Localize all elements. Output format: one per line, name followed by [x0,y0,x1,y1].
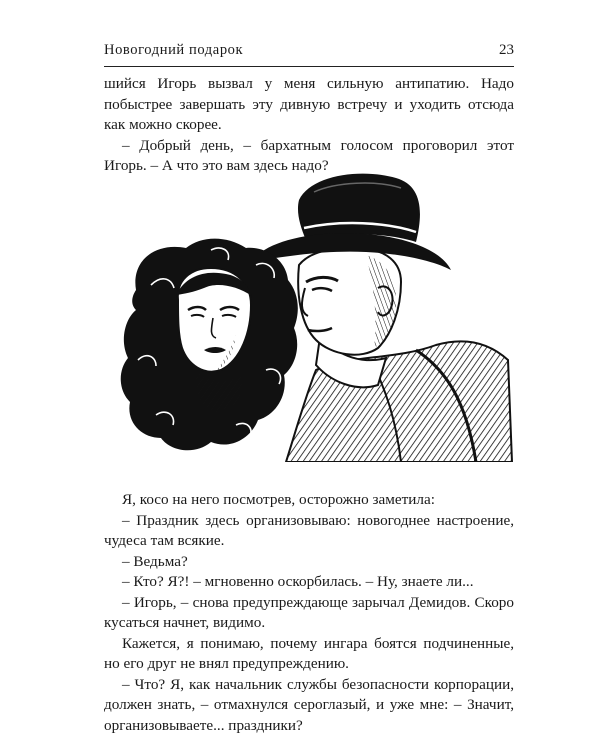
text-block-top [104,74,514,177]
running-title: Новогодний подарок [104,42,244,58]
paragraph: – Кто? Я?! – мгновенно оскорбилась. – Ну, знаете ли... [122,573,474,590]
paragraph: – Игорь, – снова предупреждающе зарычал Демидов. Скоро кусаться начнет, видимо. [104,593,514,631]
paragraph: – Праздник здесь организовываю: новогоднее настроение, чудеса там всякие. [104,511,514,549]
page-header [104,42,514,64]
page-number: 23 [499,42,514,58]
paragraph: – Добрый день, – бархатным голосом проговорил этот Игорь. – А что это вам здесь надо? [104,136,514,174]
paragraph: – Ведьма? [122,552,188,570]
paragraph: Кажется, я понимаю, почему ингара боятся подчиненные, но его друг не внял предупреждению. [104,634,514,672]
paragraph: Я, косо на него посмотрев, осторожно заметила: [122,491,435,508]
paragraph: – Что? Я, как начальник службы безопасности корпорации, должен знать, – отмахнулся сероглазый, и уже мне: – Значит, организовываете... праздники? [104,675,514,734]
couple-engraving-illustration [116,170,514,462]
paragraph: шийся Игорь вызвал у меня сильную антипатию. Надо побыстрее завершать эту дивную встречу и уходить отсюда как можно скорее. [104,75,514,133]
header-rule [104,66,514,67]
text-block-bottom [104,490,514,736]
